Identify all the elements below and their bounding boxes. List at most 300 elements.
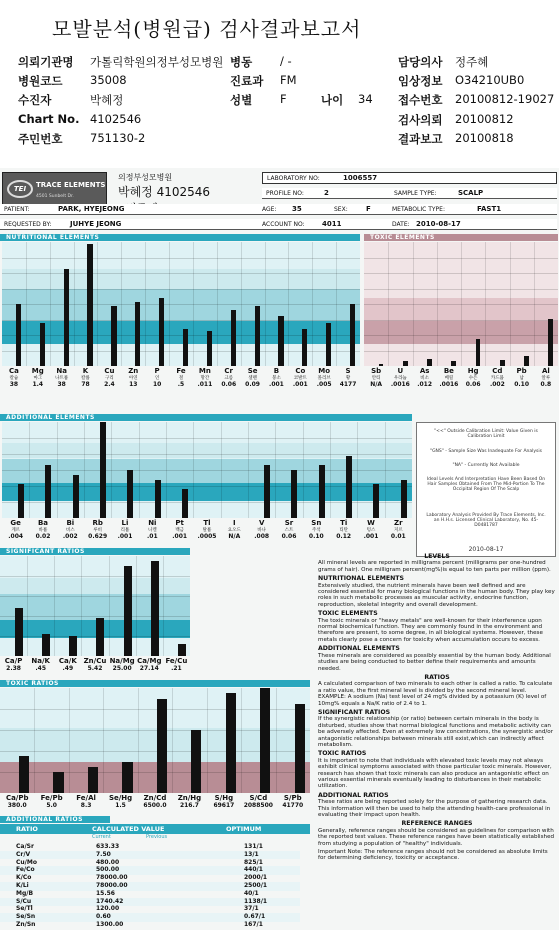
grid-line xyxy=(2,320,360,321)
ratios-text: A calculated comparison of two minerals to each other is called a ratio. To calculate a ratio value, the first mineral level is divided by the second mineral level. EXAMPLE: A sodium (Na) test level of 24 mg% divided by a potassium (K) level of 10mg% equals a Na/K ratio of 2.4 to 1. xyxy=(318,681,553,707)
element-value: 13 xyxy=(129,381,138,388)
element-value: 2.4 xyxy=(104,381,115,388)
column-line xyxy=(172,688,173,793)
toxic-title: TOXIC ELEMENTS xyxy=(364,234,558,241)
element-korean-name: 텅스 xyxy=(366,528,376,533)
column-line xyxy=(97,242,98,366)
ratio-cell: 131/1 xyxy=(244,843,263,850)
report-title: 모발분석(병원급) 검사결과보고서 xyxy=(52,17,362,41)
element-symbol: K xyxy=(82,367,89,375)
grid-line xyxy=(2,438,412,439)
element-korean-name: 마그 xyxy=(33,376,43,381)
level-bar xyxy=(278,316,283,366)
level-bar xyxy=(346,456,352,518)
reference-band xyxy=(2,289,360,321)
element-symbol: Zr xyxy=(394,519,403,527)
element-symbol: P xyxy=(154,367,160,375)
ratio-cell: Fe/Co xyxy=(16,866,35,874)
element-symbol: Co xyxy=(295,367,306,375)
level-bar xyxy=(302,329,307,366)
element-korean-name: 스트 xyxy=(284,528,294,533)
element-symbol: Zn/Hg xyxy=(177,794,202,802)
field-label: 병원코드 xyxy=(18,74,63,88)
toxic-ratios-title: TOXIC RATIOS xyxy=(0,680,310,687)
element-value: 2088500 xyxy=(243,802,273,809)
element-value: 0.01 xyxy=(390,533,406,540)
field-value: 20100818 xyxy=(455,131,514,145)
element-symbol: Mg xyxy=(31,367,44,375)
nutritional-chart xyxy=(2,242,360,366)
element-korean-name: 셀렌 xyxy=(248,376,257,381)
ratio-cell: S/Cu xyxy=(16,897,32,905)
element-value: 5.0 xyxy=(46,802,57,809)
element-symbol: Se xyxy=(247,367,258,375)
ratio-cell: 15.56 xyxy=(96,889,115,897)
calculated-value-header: CALCULATED VALUE xyxy=(92,825,165,833)
element-symbol: Hg xyxy=(467,367,479,375)
column-line xyxy=(109,556,110,656)
element-value: 69617 xyxy=(213,802,235,809)
column-line xyxy=(193,242,194,366)
level-bar xyxy=(88,767,98,793)
element-korean-name: 철 xyxy=(178,376,184,381)
element-symbol: Ti xyxy=(340,519,348,527)
field-value: 가톨릭학원의정부성모병원 xyxy=(90,55,224,69)
field-label: 병동 xyxy=(230,55,253,69)
column-line xyxy=(34,688,35,793)
level-bar xyxy=(96,618,104,656)
element-value: .0005 xyxy=(197,533,217,540)
element-value: 1.4 xyxy=(32,381,44,388)
ratio-cell: 120.00 xyxy=(96,905,120,913)
element-value: 216.7 xyxy=(179,802,199,809)
element-korean-name: 구리 xyxy=(105,376,114,381)
element-korean-name: 나트륨 xyxy=(55,376,69,381)
column-line xyxy=(534,242,535,366)
column-line xyxy=(437,242,438,366)
lab-name: TRACE ELEMENTS xyxy=(36,181,106,189)
patient-name: PARK, HYEJEONG xyxy=(58,205,125,213)
column-line xyxy=(241,242,242,366)
level-bar xyxy=(255,306,260,366)
ratio-cell: 633.33 xyxy=(96,843,120,850)
column-line xyxy=(166,422,167,518)
field-value: 34 xyxy=(358,92,373,106)
level-bar xyxy=(87,244,92,366)
field-value: O34210UB0 xyxy=(455,73,525,87)
element-value: 0.10 xyxy=(308,533,324,540)
element-symbol: Rb xyxy=(92,519,103,527)
column-line xyxy=(69,688,70,793)
levels-text: All mineral levels are reported in milligrams percent (milligrams per one-hundred grams of hair). One milligram percent(mg%)is equal to ten parts per million (ppm). xyxy=(318,560,551,573)
element-symbol: Ge xyxy=(10,519,21,527)
column-line xyxy=(357,422,358,518)
level-bar xyxy=(151,561,159,656)
element-value: .012 xyxy=(417,381,433,388)
field-value: 박혜정 xyxy=(90,93,124,107)
element-symbol: S/Cd xyxy=(249,794,268,802)
element-korean-name: 게르 xyxy=(11,528,21,533)
element-value: .001 xyxy=(172,533,188,540)
column-line xyxy=(121,242,122,366)
element-value: N/A xyxy=(228,533,241,540)
header-row xyxy=(18,54,548,72)
element-value: .001 xyxy=(292,381,308,388)
element-value: .0016 xyxy=(439,381,459,388)
sex: F xyxy=(366,205,371,213)
field-label: 접수번호 xyxy=(398,93,443,107)
element-symbol: Mo xyxy=(318,367,331,375)
level-bar xyxy=(403,361,408,366)
element-korean-name: 아연 xyxy=(128,376,138,381)
column-line xyxy=(388,242,389,366)
element-value: 0.8 xyxy=(540,381,552,388)
element-value: 0.06 xyxy=(221,381,237,388)
element-korean-name: 안티 xyxy=(371,376,381,381)
age: 35 xyxy=(292,205,302,213)
level-bar xyxy=(100,422,106,518)
date-label: DATE: xyxy=(392,221,410,228)
field-label: 의뢰기관명 xyxy=(18,55,74,69)
field-value: 정주혜 xyxy=(455,55,489,69)
element-symbol: Fe xyxy=(176,367,186,375)
level-bar xyxy=(291,470,297,518)
element-value: 2.38 xyxy=(6,665,21,672)
element-korean-name: 코발트 xyxy=(293,376,307,381)
element-symbol: Cr xyxy=(224,367,234,375)
level-bar xyxy=(350,304,355,366)
legend-box xyxy=(416,422,556,557)
sample-type-label: SAMPLE TYPE: xyxy=(394,190,437,197)
ratio-cell: 1740.42 xyxy=(96,897,124,905)
column-line xyxy=(54,556,55,656)
level-bar xyxy=(476,339,481,366)
ratio-table-header xyxy=(0,824,310,834)
column-line xyxy=(275,422,276,518)
level-bar xyxy=(73,475,79,518)
grid-line xyxy=(2,289,360,290)
toxic-text: The toxic minerals or "heavy metals" are well-known for their interference upon normal biochemical function. They are commonly found in the environment and therefore are present, to some degree, in all biological systems. However, these metals clearly pose a concern for toxicity when accumulation occurs to excess. xyxy=(318,617,543,643)
metabolic-type: FAST1 xyxy=(477,205,502,213)
element-value: .49 xyxy=(62,665,74,672)
lab-address: 4501 Sunbelt Dr. xyxy=(36,194,74,199)
ratio-cell: Zn/Sn xyxy=(16,921,36,928)
column-line xyxy=(510,242,511,366)
level-bar xyxy=(231,310,236,366)
element-symbol: Ca/K xyxy=(58,657,77,665)
element-value: 6500.0 xyxy=(143,802,167,809)
field-label: 주민번호 xyxy=(18,132,63,146)
element-value: .01 xyxy=(147,533,158,540)
significant-heading: SIGNIFICANT RATIOS xyxy=(318,708,391,716)
ratio-cell: Cr/V xyxy=(16,850,31,858)
ratio-cell: Cu/Mo xyxy=(16,858,37,866)
level-bar xyxy=(326,323,331,366)
level-bar xyxy=(379,364,384,366)
report-date: 2010-08-17 xyxy=(416,220,461,228)
field-label: 임상정보 xyxy=(398,74,443,88)
patient-row xyxy=(0,204,557,215)
field-label: 진료과 xyxy=(230,74,264,88)
element-value: 1.5 xyxy=(115,802,126,809)
grid-line xyxy=(2,258,360,259)
element-symbol: Mn xyxy=(198,367,211,375)
element-symbol: Na xyxy=(56,367,67,375)
additional-title: ADDITIONAL ELEMENTS xyxy=(0,414,412,421)
column-line xyxy=(413,242,414,366)
tei-logo-icon: TEI xyxy=(7,180,33,198)
sample-type: SCALP xyxy=(458,189,484,197)
element-symbol: V xyxy=(258,519,265,527)
element-korean-name: 몰리브 xyxy=(317,376,331,381)
element-symbol: Ca/Mg xyxy=(137,657,162,665)
element-symbol: Na/K xyxy=(31,657,50,665)
column-line xyxy=(139,422,140,518)
column-line xyxy=(336,242,337,366)
level-bar xyxy=(451,361,456,366)
additional-ratios-title: ADDITIONAL RATIOS xyxy=(0,816,110,823)
element-korean-name: 칼슘 xyxy=(9,376,19,381)
element-korean-name: 인 xyxy=(154,376,160,381)
column-line xyxy=(163,556,164,656)
element-symbol: Li xyxy=(121,519,129,527)
element-symbol: W xyxy=(367,519,375,527)
element-korean-name: 황 xyxy=(345,376,351,381)
element-value: 10 xyxy=(152,381,162,388)
level-bar xyxy=(124,566,132,656)
element-korean-name: 수은 xyxy=(468,376,478,381)
element-symbol: S/Pb xyxy=(283,794,302,802)
element-symbol: S/Hg xyxy=(214,794,234,802)
ratio-subheader xyxy=(0,834,310,841)
element-value: .002 xyxy=(62,533,78,540)
legend-item: Ideal Levels And Interpretation Have Been Based On Hair Samples Obtained From The Mid-Portion To The Occipital Region Of The Scalp xyxy=(426,477,546,492)
field-value: 20100812-19027 xyxy=(455,92,555,106)
element-korean-name: 칼륨 xyxy=(81,376,90,381)
significant-title: SIGNIFICANT RATIOS xyxy=(0,548,190,555)
field-value: 4102546 xyxy=(90,112,142,126)
level-bar xyxy=(159,298,164,366)
element-korean-name: 주석 xyxy=(311,528,321,533)
nutritional-title: NUTRITIONAL ELEMENTS xyxy=(0,234,360,241)
additional-chart xyxy=(2,422,412,518)
level-bar xyxy=(226,693,236,793)
element-value: .002 xyxy=(489,381,505,388)
level-bar xyxy=(157,699,167,794)
header-row xyxy=(18,92,555,110)
trace-elements-report xyxy=(0,168,559,930)
element-value: 0.12 xyxy=(336,533,352,540)
explanations xyxy=(318,551,556,862)
ratios-heading: RATIOS xyxy=(424,673,450,681)
level-bar xyxy=(16,304,21,366)
level-bar xyxy=(18,484,24,518)
element-value: 0.629 xyxy=(88,533,108,540)
column-line xyxy=(303,422,304,518)
element-symbol: Fe/Cu xyxy=(165,657,188,665)
ratio-cell: 78000.00 xyxy=(96,882,128,889)
requested-label: REQUESTED BY: xyxy=(4,221,52,228)
level-bar xyxy=(401,480,407,518)
column-line xyxy=(288,242,289,366)
element-value: .21 xyxy=(171,665,182,672)
element-symbol: Ni xyxy=(148,519,157,527)
element-value: .005 xyxy=(316,381,332,388)
element-value: .011 xyxy=(197,381,213,388)
element-symbol: Cd xyxy=(492,367,503,375)
level-bar xyxy=(427,359,432,366)
reference-heading: REFERENCE RANGES xyxy=(401,820,473,828)
grid-line xyxy=(0,576,190,577)
handwritten-patient: 박혜정 4102546 xyxy=(118,185,211,199)
element-symbol: U xyxy=(397,367,404,375)
level-bar xyxy=(42,634,50,656)
column-line xyxy=(207,688,208,793)
column-line xyxy=(248,422,249,518)
profile-no: 2 xyxy=(324,189,329,197)
element-value: 38 xyxy=(9,381,19,388)
requested-row xyxy=(0,219,557,230)
level-bar xyxy=(260,688,270,793)
field-value: FM xyxy=(280,73,297,87)
ratio-cell: 13/1 xyxy=(244,850,259,858)
additional-ratios-text: These ratios are being reported solely for the purpose of gathering research data. This information will then be used to help the attending health-care professional in evaluating their impact upon health. xyxy=(318,799,551,819)
level-bar xyxy=(15,608,23,656)
patient-label: PATIENT: xyxy=(4,206,30,213)
element-symbol: Al xyxy=(541,367,550,375)
ratio-cell: K/Co xyxy=(16,874,32,882)
level-bar xyxy=(207,331,212,366)
level-bar xyxy=(64,269,69,366)
level-bar xyxy=(127,470,133,518)
element-symbol: S xyxy=(345,367,351,375)
ratio-cell: 37/1 xyxy=(244,905,259,913)
field-value: F xyxy=(280,92,287,106)
current-subheader: Current xyxy=(92,834,111,840)
sex-label: SEX: xyxy=(334,206,348,213)
profile-no-label: PROFILE NO: xyxy=(266,190,304,197)
legend-item: "<<" Outside Calibration Limit: Value Given is Calibration Limit xyxy=(434,429,538,439)
level-bar xyxy=(319,465,325,518)
element-value: 38 xyxy=(57,381,66,388)
level-bar xyxy=(40,323,45,366)
ratio-cell: Se/Sn xyxy=(16,913,36,921)
ratio-cell: 167/1 xyxy=(244,921,263,928)
element-korean-name: 알루 xyxy=(541,376,551,381)
element-korean-name: 납 xyxy=(519,376,524,381)
level-bar xyxy=(155,480,161,518)
level-bar xyxy=(264,465,270,518)
previous-subheader: Previous xyxy=(146,834,168,840)
level-bar xyxy=(122,762,132,794)
element-korean-name: 바나 xyxy=(257,528,267,533)
ratio-cell: 78000.00 xyxy=(96,874,128,882)
column-line xyxy=(84,422,85,518)
ratio-header: RATIO xyxy=(16,825,38,833)
element-korean-name: 카드뮴 xyxy=(490,376,504,381)
element-korean-name: 탈륨 xyxy=(202,528,212,533)
column-line xyxy=(27,556,28,656)
element-symbol: Ca/P xyxy=(4,657,23,665)
element-value: 78 xyxy=(81,381,90,388)
column-line xyxy=(461,242,462,366)
element-korean-name: 붕소 xyxy=(272,376,281,381)
level-bar xyxy=(69,636,77,656)
level-bar xyxy=(183,329,188,366)
requested-by: JUHYE JEONG xyxy=(70,220,122,228)
element-value: .45 xyxy=(35,665,47,672)
level-bar xyxy=(182,489,188,518)
age-label: AGE: xyxy=(262,206,277,213)
column-line xyxy=(26,242,27,366)
legend-item: "GNS" - Sample Size Was Inadequate For Analysis xyxy=(430,449,542,454)
grid-line xyxy=(0,636,190,637)
element-symbol: Se/Hg xyxy=(108,794,133,802)
header-row xyxy=(18,131,548,149)
ratio-cell: 440/1 xyxy=(244,866,263,874)
grid-line xyxy=(0,596,190,597)
level-bar xyxy=(111,306,116,366)
levels-heading: LEVELS xyxy=(424,553,450,560)
element-symbol: Zn/Cd xyxy=(143,794,167,802)
ratio-cell: 40/1 xyxy=(244,889,259,897)
element-value: N/A xyxy=(370,381,383,388)
element-symbol: Zn xyxy=(128,367,139,375)
optimum-header: OPTIMUM xyxy=(226,825,262,833)
ratio-cell: 0.67/1 xyxy=(244,913,266,921)
element-korean-name: 바륨 xyxy=(38,528,48,533)
account-label: ACCOUNT NO: xyxy=(262,221,305,228)
level-bar xyxy=(500,360,505,366)
legend-item: "NA" - Currently Not Available xyxy=(452,463,520,468)
column-line xyxy=(29,422,30,518)
column-line xyxy=(265,242,266,366)
column-line xyxy=(103,688,104,793)
ratio-cell: 0.60 xyxy=(96,913,111,921)
additional-ratios-heading: ADDITIONAL RATIOS xyxy=(318,791,389,799)
element-korean-name: 비스 xyxy=(65,528,75,533)
element-value: .5 xyxy=(177,381,185,388)
element-korean-name: 베릴 xyxy=(444,376,454,381)
field-label: 검사의뢰 xyxy=(398,113,443,127)
nutritional-heading: NUTRITIONAL ELEMENTS xyxy=(318,575,404,583)
field-value: 35008 xyxy=(90,73,127,87)
ratio-cell: 7.50 xyxy=(96,850,111,858)
element-value: .001 xyxy=(117,533,133,540)
element-symbol: Pt xyxy=(175,519,184,527)
element-symbol: Cu xyxy=(104,367,115,375)
column-line xyxy=(330,422,331,518)
element-symbol: Ca xyxy=(8,367,19,375)
field-value: / - xyxy=(280,54,292,68)
element-value: 0.06 xyxy=(281,533,297,540)
column-line xyxy=(241,688,242,793)
level-bar xyxy=(135,302,140,366)
element-korean-name: 티탄 xyxy=(339,528,349,533)
column-line xyxy=(57,422,58,518)
column-line xyxy=(111,422,112,518)
element-value: 41770 xyxy=(282,802,304,809)
header-row xyxy=(18,112,548,130)
element-korean-name: 우라늄 xyxy=(393,376,407,381)
element-korean-name: 리튬 xyxy=(120,528,130,533)
element-value: .001 xyxy=(363,533,379,540)
significant-chart xyxy=(0,556,190,656)
field-label: 담당의사 xyxy=(398,55,443,69)
column-line xyxy=(74,242,75,366)
element-korean-name: 백금 xyxy=(175,528,185,533)
element-symbol: Zn/Cu xyxy=(83,657,107,665)
